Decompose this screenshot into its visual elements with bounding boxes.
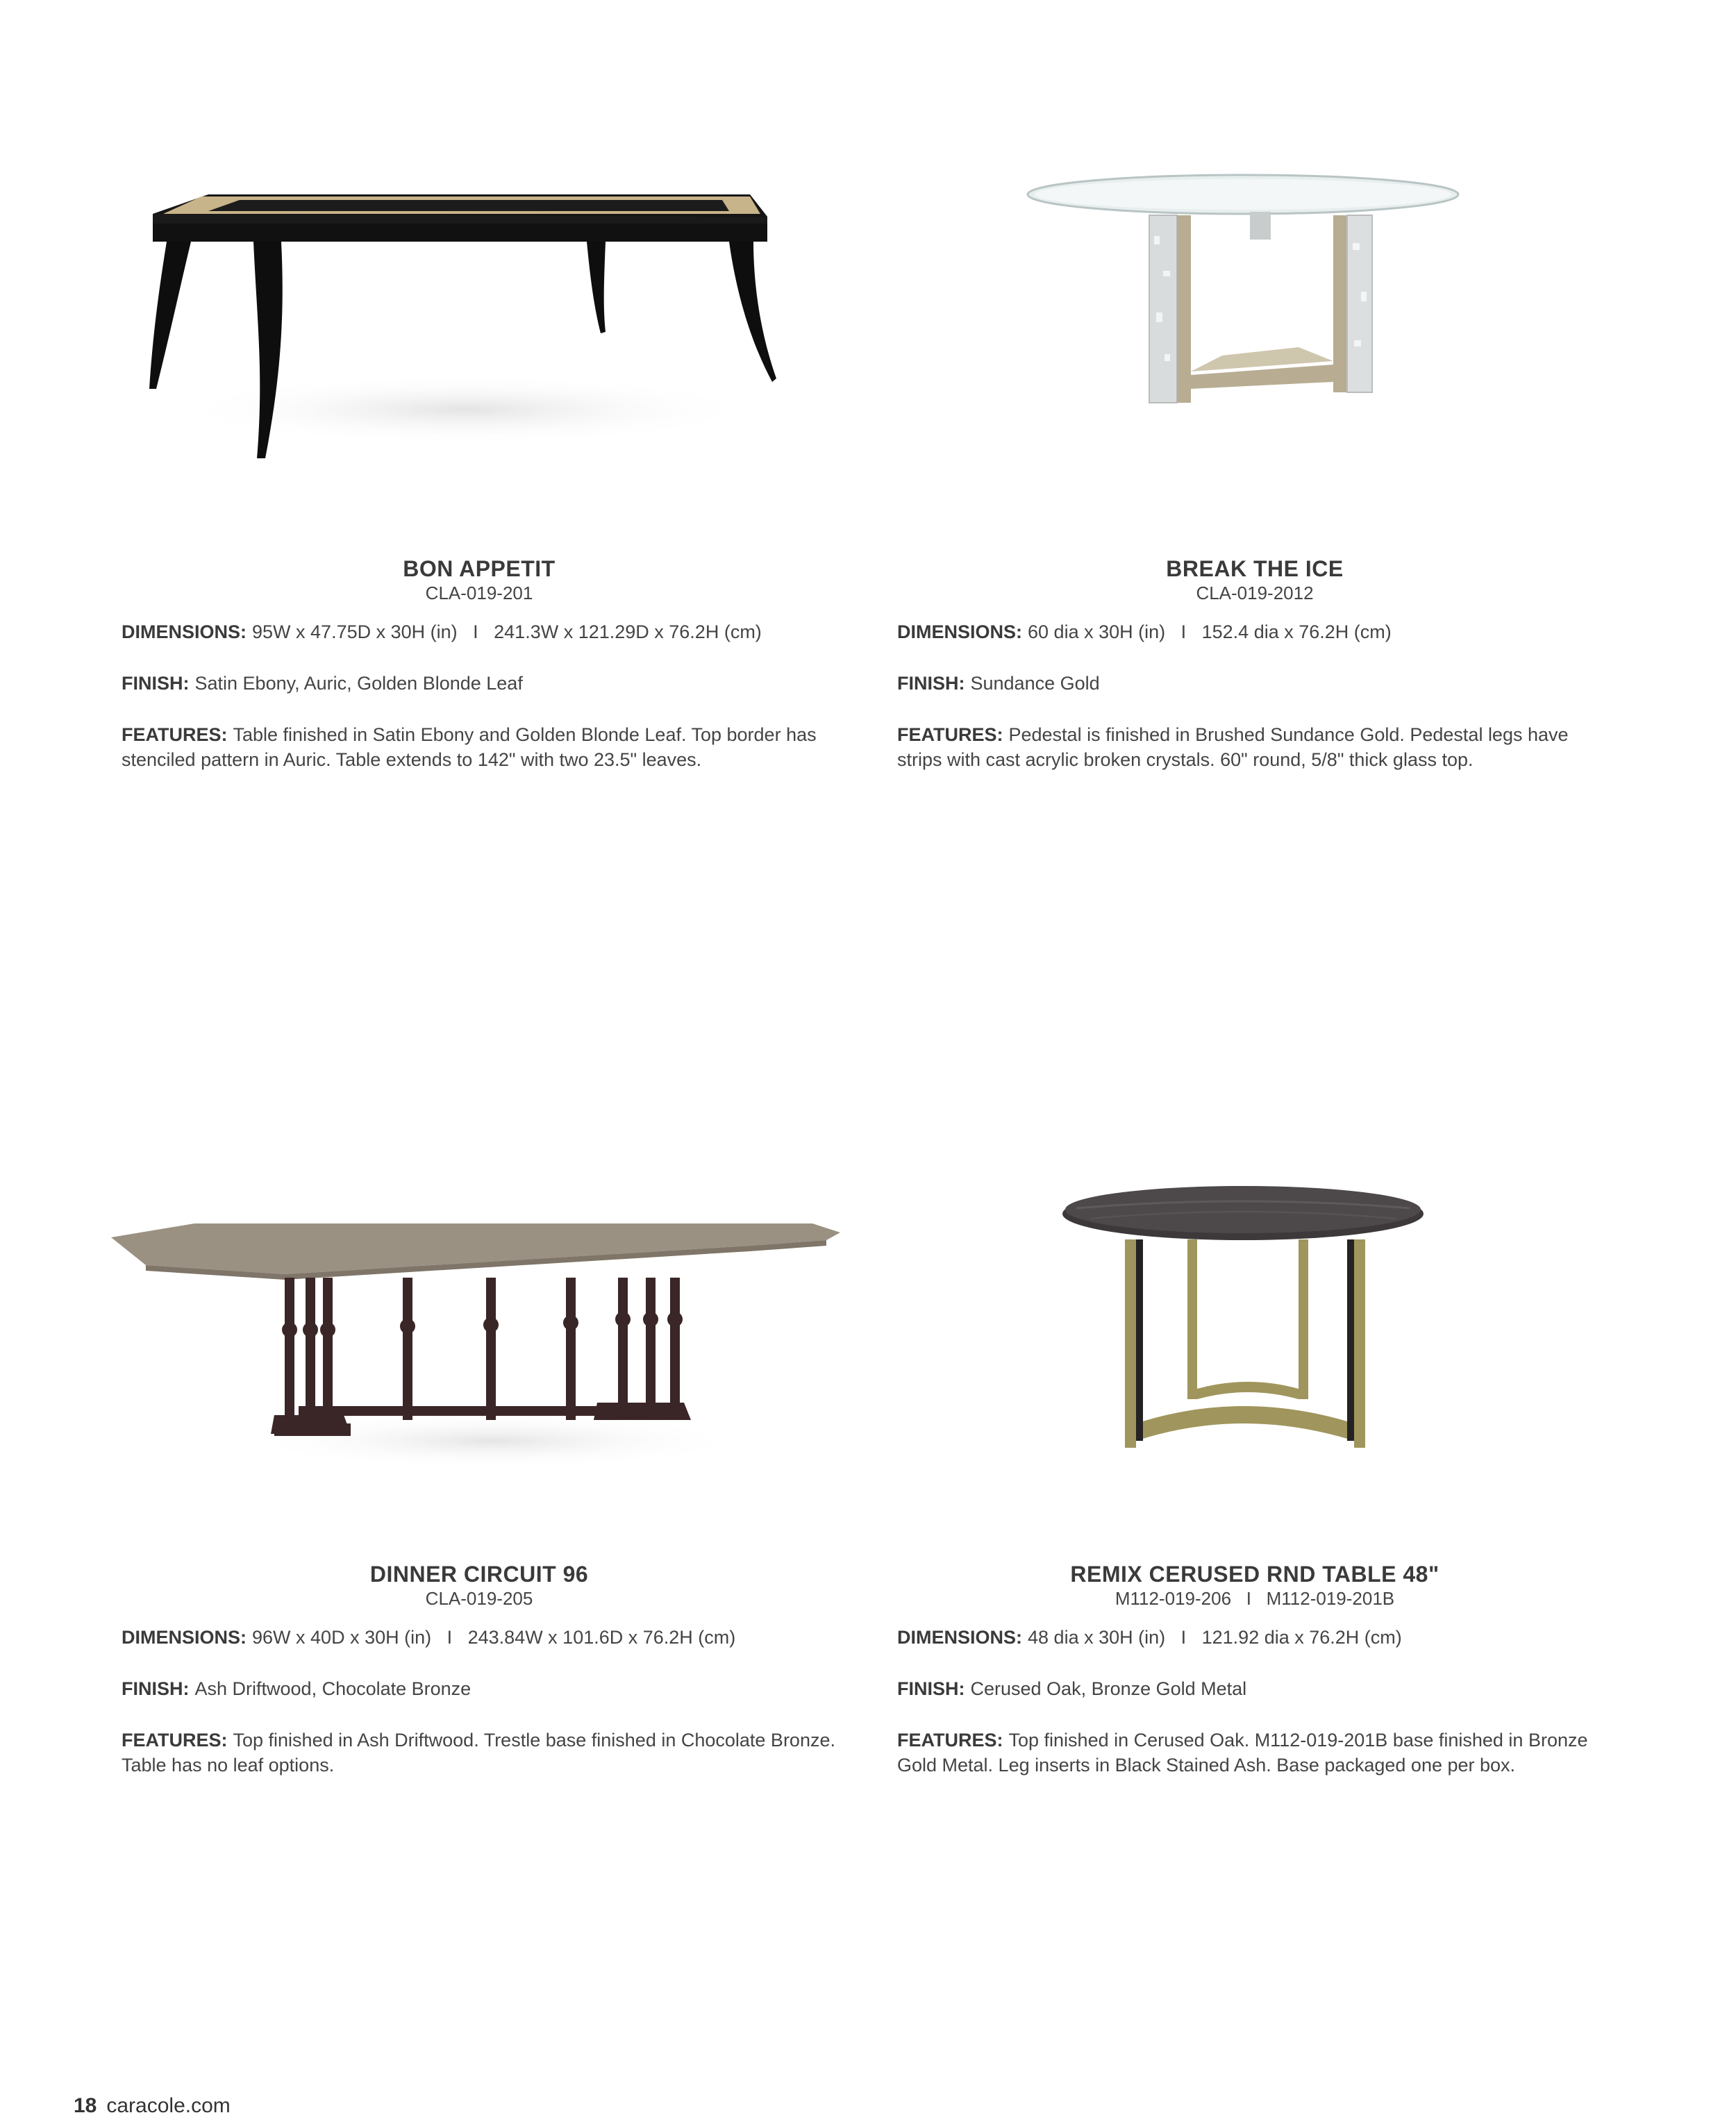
remix-cerused-table-image <box>1049 1180 1437 1465</box>
dimensions-label: DIMENSIONS: <box>897 1627 1023 1648</box>
product-title: DINNER CIRCUIT 96 <box>369 1562 589 1587</box>
dimensions-spec <box>122 1625 837 1650</box>
finish-label: FINISH: <box>122 673 190 694</box>
dimensions-label: DIMENSIONS: <box>122 1627 247 1648</box>
finish-label: FINISH: <box>897 673 965 694</box>
product-sku: M112-019-206 I M112-019-201B <box>1115 1588 1395 1609</box>
features-label: FEATURES: <box>122 724 228 745</box>
features-spec <box>122 722 837 772</box>
website-link[interactable]: caracole.com <box>106 2094 231 2117</box>
finish-label: FINISH: <box>897 1678 965 1699</box>
features-label: FEATURES: <box>897 724 1003 745</box>
features-value: Top finished in Cerused Oak. M112-019-201B base finished in Bronze Gold Metal. Leg inserts in Black Stained Ash. Base packaged one per box. <box>897 1730 1588 1776</box>
dimensions-value: 48 dia x 30H (in) I 121.92 dia x 76.2H (cm) <box>1028 1627 1402 1648</box>
dimensions-value: 95W x 47.75D x 30H (in) I 241.3W x 121.29D x 76.2H (cm) <box>252 621 762 642</box>
dimensions-value: 96W x 40D x 30H (in) I 243.84W x 101.6D x 76.2H (cm) <box>252 1627 736 1648</box>
product-dinner-circuit <box>122 1561 837 1804</box>
finish-label: FINISH: <box>122 1678 190 1699</box>
finish-spec <box>122 1676 837 1701</box>
dimensions-spec <box>897 619 1612 644</box>
product-title: REMIX CERUSED RND TABLE 48" <box>1070 1562 1439 1587</box>
dimensions-label: DIMENSIONS: <box>897 621 1023 642</box>
finish-value: Ash Driftwood, Chocolate Bronze <box>194 1678 471 1699</box>
dimensions-value: 60 dia x 30H (in) I 152.4 dia x 76.2H (cm) <box>1028 621 1392 642</box>
dimensions-spec <box>122 619 837 644</box>
finish-spec <box>897 671 1612 696</box>
finish-value: Sundance Gold <box>970 673 1100 694</box>
dimensions-spec <box>897 1625 1612 1650</box>
features-value: Pedestal is finished in Brushed Sundance Gold. Pedestal legs have strips with cast acrylic broken crystals. 60" round, 5/8" thick glass top. <box>897 724 1569 770</box>
finish-spec <box>122 671 837 696</box>
bon-appetit-table-image <box>139 181 778 472</box>
product-sku: CLA-019-205 <box>425 1588 533 1609</box>
finish-spec <box>897 1676 1612 1701</box>
features-spec <box>897 722 1612 772</box>
finish-value: Cerused Oak, Bronze Gold Metal <box>970 1678 1247 1699</box>
features-label: FEATURES: <box>122 1730 228 1751</box>
product-title: BON APPETIT <box>403 556 556 581</box>
features-value: Table finished in Satin Ebony and Golden Blonde Leaf. Top border has stenciled pattern in Auric. Table extends to 142" with two 23.5" leaves. <box>122 724 817 770</box>
product-break-the-ice <box>897 555 1612 799</box>
product-remix-cerused <box>897 1561 1612 1804</box>
features-value: Top finished in Ash Driftwood. Trestle base finished in Chocolate Bronze. Table has no leaf options. <box>122 1730 835 1776</box>
product-sku: CLA-019-201 <box>425 583 533 603</box>
features-spec <box>122 1728 837 1778</box>
product-title: BREAK THE ICE <box>1166 556 1344 581</box>
dinner-circuit-table-image <box>104 1208 854 1486</box>
features-spec <box>897 1728 1612 1778</box>
page-number: 18 <box>74 2094 97 2117</box>
dimensions-label: DIMENSIONS: <box>122 621 247 642</box>
break-the-ice-table-image <box>1021 174 1465 424</box>
finish-value: Satin Ebony, Auric, Golden Blonde Leaf <box>194 673 523 694</box>
product-bon-appetit <box>122 555 837 799</box>
product-sku: CLA-019-2012 <box>1196 583 1314 603</box>
page-footer <box>74 2094 231 2118</box>
features-label: FEATURES: <box>897 1730 1003 1751</box>
